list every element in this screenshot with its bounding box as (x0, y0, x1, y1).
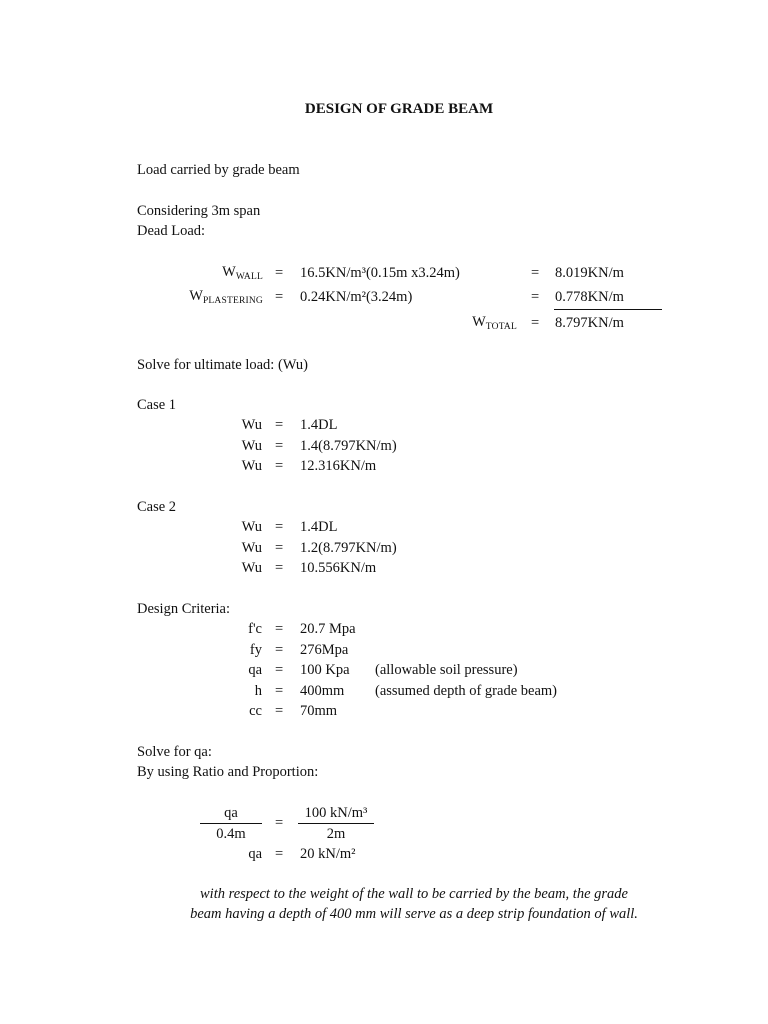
criteria-eq: = (275, 662, 284, 678)
w-wall-symbol: $W_{WALL}$ (222, 264, 263, 282)
w-plastering-result: 0.778KN/m (555, 289, 624, 305)
ratio-proportion-label: By using Ratio and Proportion: (137, 764, 319, 780)
criteria-symbol: fy (249, 642, 262, 658)
solve-qa-heading: Solve for qa: (137, 744, 212, 760)
conclusion-line-2: beam having a depth of 400 mm will serve as a deep strip foundation of wall. (190, 906, 638, 922)
right-denominator: 2m (326, 826, 346, 842)
case-1-label: Case 1 (137, 397, 177, 413)
criteria-symbol: h (254, 683, 262, 699)
case2-rhs: 1.2(8.797KN/m) (300, 540, 397, 556)
qa-result-eq: = (275, 846, 284, 862)
criteria-note: (assumed depth of grade beam) (375, 683, 557, 699)
w-plastering-symbol: $W_{PLASTERING}$ (189, 288, 263, 306)
w-wall-equals: = (275, 265, 284, 281)
considering-span-label: Considering 3m span (137, 203, 261, 219)
design-criteria-heading: Design Criteria: (137, 601, 231, 617)
case1-eq: = (275, 417, 284, 433)
criteria-value: 70mm (300, 703, 338, 719)
criteria-note: (allowable soil pressure) (375, 662, 518, 678)
w-total-result: 8.797KN/m (555, 315, 624, 331)
ultimate-load-heading: Solve for ultimate load: (Wu) (137, 357, 308, 373)
criteria-eq: = (275, 683, 284, 699)
criteria-eq: = (275, 642, 284, 658)
left-numerator: qa (224, 805, 238, 821)
right-numerator: 100 kN/m³ (304, 805, 368, 821)
case2-lhs: Wu (241, 519, 262, 535)
case2-lhs: Wu (241, 560, 262, 576)
w-wall-equals-2: = (531, 265, 540, 281)
qa-result-value: 20 kN/m² (300, 846, 356, 862)
w-wall-result: 8.019KN/m (555, 265, 624, 281)
w-total-equals: = (531, 315, 540, 331)
criteria-symbol: cc (249, 703, 262, 719)
case1-rhs: 12.316KN/m (300, 458, 377, 474)
case2-rhs: 10.556KN/m (300, 560, 377, 576)
case-2-label: Case 2 (137, 499, 177, 515)
w-plastering-expression: 0.24KN/m²(3.24m) (300, 289, 413, 305)
case2-eq: = (275, 519, 284, 535)
conclusion-line-1: with respect to the weight of the wall to be carried by the beam, the grade (200, 886, 628, 902)
page-title: DESIGN OF GRADE BEAM (304, 101, 494, 117)
criteria-value: 400mm (300, 683, 345, 699)
left-denominator: 0.4m (216, 826, 246, 842)
w-plastering-equals: = (275, 289, 284, 305)
criteria-eq: = (275, 703, 284, 719)
case1-lhs: Wu (241, 458, 262, 474)
case1-rhs: 1.4(8.797KN/m) (300, 438, 397, 454)
criteria-value: 20.7 Mpa (300, 621, 356, 637)
w-plastering-equals-2: = (531, 289, 540, 305)
case2-rhs: 1.4DL (300, 519, 338, 535)
qa-result-lhs: qa (248, 846, 262, 862)
load-carried-label: Load carried by grade beam (137, 162, 300, 178)
case1-lhs: Wu (241, 438, 262, 454)
criteria-value: 276Mpa (300, 642, 349, 658)
dead-load-label: Dead Load: (137, 223, 206, 239)
criteria-eq: = (275, 621, 284, 637)
criteria-symbol: qa (248, 662, 262, 678)
case2-eq: = (275, 540, 284, 556)
sum-underline (554, 309, 662, 310)
ratio-equals: = (275, 815, 284, 831)
case2-eq: = (275, 560, 284, 576)
case2-lhs: Wu (241, 540, 262, 556)
w-wall-expression: 16.5KN/m³(0.15m x3.24m) (300, 265, 460, 281)
criteria-symbol: f'c (248, 621, 262, 637)
case1-lhs: Wu (241, 417, 262, 433)
right-fraction-bar (298, 823, 374, 824)
case1-rhs: 1.4DL (300, 417, 338, 433)
case1-eq: = (275, 458, 284, 474)
criteria-value: 100 Kpa (300, 662, 350, 678)
w-total-symbol: $W_{TOTAL}$ (472, 314, 517, 332)
case1-eq: = (275, 438, 284, 454)
left-fraction-bar (200, 823, 262, 824)
